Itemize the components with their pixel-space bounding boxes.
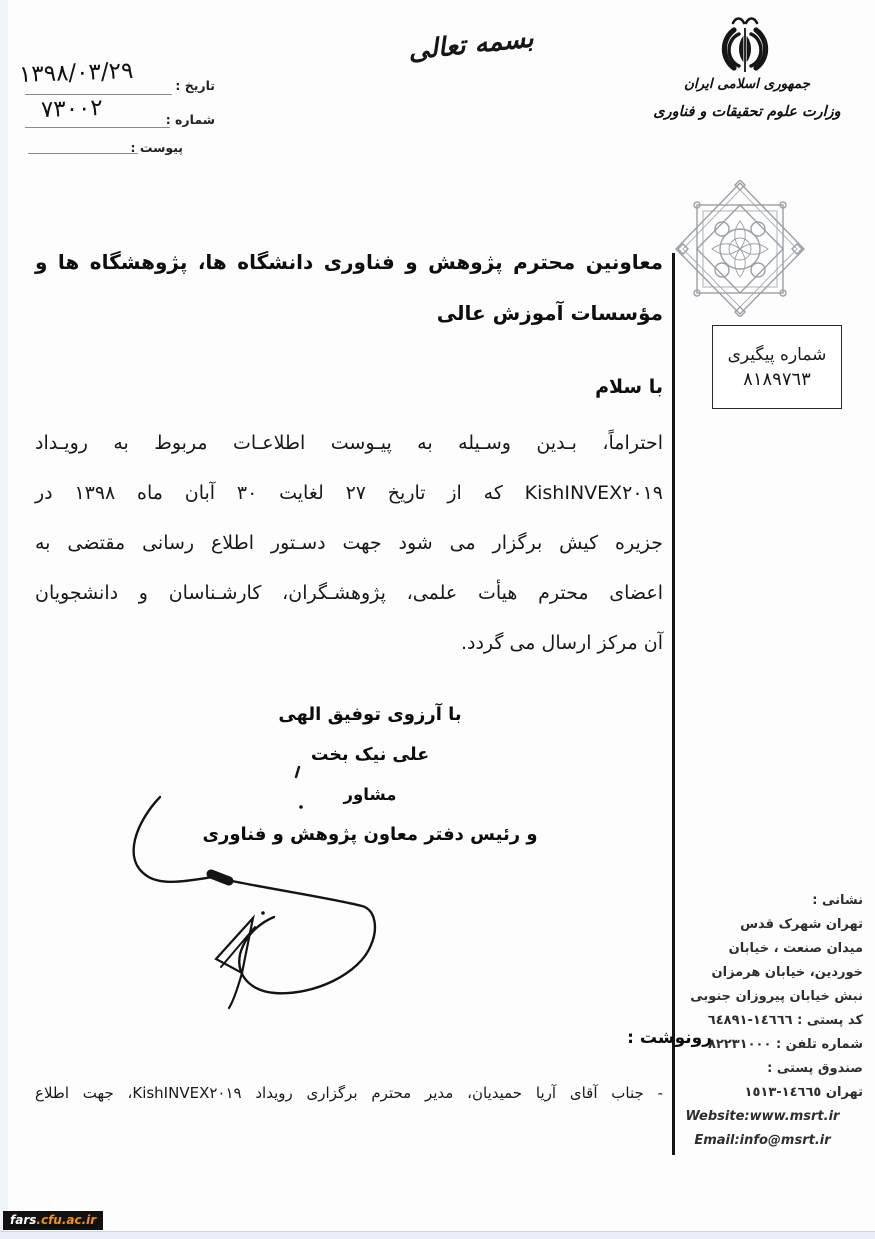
address-line: میدان صنعت ، خیابان: [728, 941, 863, 956]
pobox-value: ١٤٦٦٥-١٥١٣: [744, 1085, 822, 1100]
bismillah-calligraphy: بسمه تعالی: [406, 23, 535, 67]
tracking-label: شماره پیگیری: [727, 344, 827, 365]
pobox-line: [662, 1081, 863, 1105]
emblem-ministry-text: وزارت علوم تحقیقات و فناوری: [653, 104, 841, 120]
scan-edge-bottom: [0, 1231, 875, 1239]
site-watermark: [3, 1211, 103, 1230]
pobox-label-line: صندوق پستی :: [767, 1061, 863, 1076]
address-line: خوردین، خیابان هرمزان: [711, 965, 863, 980]
body-line: جزیره کیش برگزار می شود جهت دسـتور اطلاع رسانی مقتضی به: [35, 532, 663, 554]
signer-name: علی نیک بخت: [310, 745, 430, 765]
handwritten-signature: [115, 755, 395, 1015]
salutation: با سلام: [595, 376, 663, 398]
postal-code-value: ١٤٦٦٦-٦٤٨٩١: [707, 1013, 793, 1028]
pobox-city: تهران: [825, 1085, 863, 1100]
recipient-line-2: مؤسسات آموزش عالی: [436, 301, 663, 325]
body-line: KishINVEX٢٠١٩ که از تاریخ ٢٧ لغایت ٣٠ آبان ماه ١٣٩٨ در: [35, 482, 663, 504]
attachment-label: پیوست :: [130, 140, 183, 155]
letter-body: [35, 418, 663, 668]
website-line: Website:www.msrt.ir: [685, 1109, 840, 1124]
number-value: ٧٣٠٠٢: [40, 94, 104, 124]
number-line: [25, 127, 170, 128]
phone-value: ٨٢٢٣١٠٠٠: [707, 1037, 772, 1052]
date-label: تاریخ :: [175, 78, 215, 93]
address-line: تهران شهرک قدس: [740, 917, 863, 932]
body-line: آن مرکز ارسال می گردد.: [460, 632, 663, 654]
date-value: ١٣٩٨/٠٣/٢٩: [18, 58, 134, 88]
ornament-medallion-icon: [673, 180, 807, 317]
number-label: شماره :: [165, 112, 215, 127]
phone-line: [662, 1033, 863, 1057]
emblem-country-text: جمهوری اسلامی ایران: [683, 76, 811, 92]
iran-national-emblem-icon: [716, 16, 774, 76]
tracking-number-box: [712, 325, 842, 409]
recipient-heading: [35, 237, 663, 339]
address-sidebar: [662, 889, 863, 1153]
recipient-line-1: معاونین محترم پژوهش و فناوری دانشگاه ها، پژوهشگاه ها و: [35, 250, 663, 274]
scan-edge-left: [0, 0, 8, 1239]
attachment-line: [28, 153, 138, 154]
signature-closing: با آرزوی توفیق الهی: [278, 704, 462, 725]
tracking-number: ٨١٨٩٧٦٣: [743, 368, 811, 390]
body-line: اعضای محترم هیأت علمی، پژوهشـگران، کارشـناسان و دانشجویان: [35, 582, 663, 604]
postal-code-label: کد پستی :: [797, 1013, 863, 1028]
cc-recipient-line: - جناب آقای آریا حمیدیان، مدیر محترم برگزاری رویداد KishINVEX٢٠١٩، جهت اطلاع: [35, 1084, 663, 1102]
address-heading: نشانی :: [812, 893, 863, 908]
address-line: نبش خیابان پیروزان جنوبی: [690, 989, 863, 1004]
signer-title-1: مشاور: [343, 785, 397, 804]
postal-code-line: [662, 1009, 863, 1033]
phone-label: شماره تلفن :: [775, 1037, 863, 1052]
email-line: Email:info@msrt.ir: [694, 1133, 831, 1148]
body-line: احتراماً، بـدین وسـیله به پیـوست اطلاعـات مربوط به رویـداد: [35, 432, 663, 454]
watermark-suffix: .cfu.ac.ir: [36, 1213, 97, 1227]
cc-label: رونوشت :: [627, 1028, 712, 1048]
watermark-prefix: fars: [10, 1213, 37, 1227]
signer-title-2: و رئیس دفتر معاون پژوهش و فناوری: [202, 824, 538, 845]
